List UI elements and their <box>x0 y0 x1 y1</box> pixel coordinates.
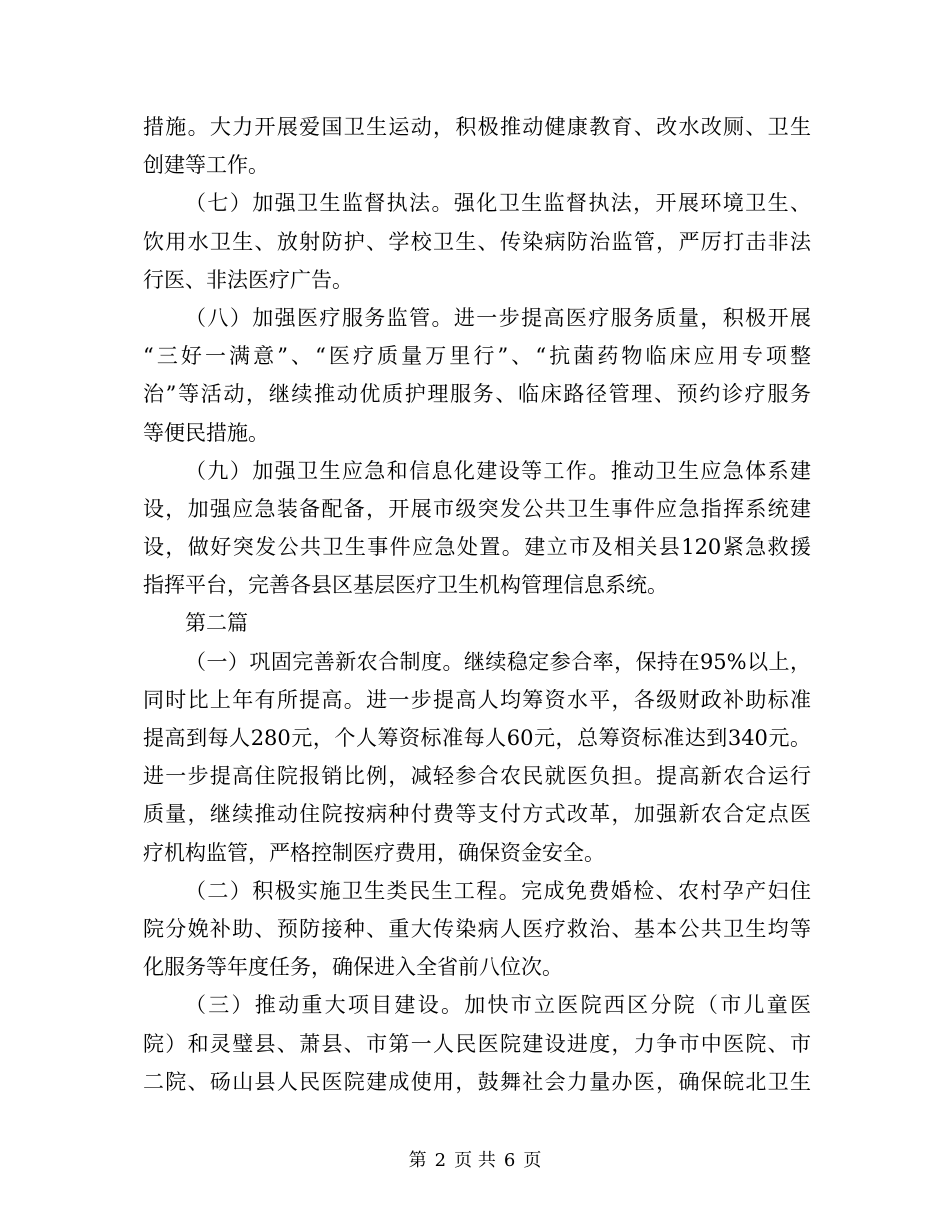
text-line: 二院、砀山县人民医院建成使用，鼓舞社会力量办医，确保皖北卫生 <box>143 1069 811 1094</box>
section-heading: 第二篇 <box>185 611 248 636</box>
document-body <box>143 108 811 1101</box>
text-line: （三）推动重大项目建设。加快市立医院西区分院（市儿童医 <box>185 993 811 1018</box>
total-pages-number: 6 <box>503 1150 516 1171</box>
page-label-prefix: 第 <box>408 1150 427 1171</box>
page-footer <box>0 1149 950 1173</box>
text-line: 指挥平台，完善各县区基层医疗卫生机构管理信息系统。 <box>143 573 668 598</box>
page-label-suffix: 页 <box>523 1150 542 1171</box>
text-line: 设，做好突发公共卫生事件应急处置。建立市及相关县120紧急救援 <box>143 535 811 560</box>
text-line: （一）巩固完善新农合制度。继续稳定参合率，保持在95%以上， <box>185 649 811 674</box>
text-line: 质量，继续推动住院按病种付费等支付方式改革，加强新农合定点医 <box>143 802 811 827</box>
text-line: 提高到每人280元，个人筹资标准每人60元，总筹资标准达到340元。 <box>143 726 811 750</box>
text-line: 同时比上年有所提高。进一步提高人均筹资水平，各级财政补助标准 <box>143 687 811 712</box>
text-line: （八）加强医疗服务监管。进一步提高医疗服务质量，积极开展 <box>185 305 811 330</box>
text-line: （二）积极实施卫生类民生工程。完成免费婚检、农村孕产妇住 <box>185 878 811 903</box>
text-line: 饮用水卫生、放射防护、学校卫生、传染病防治监管，严厉打击非法 <box>143 229 811 254</box>
text-line: 院）和灵璧县、萧县、市第一人民医院建设进度，力争市中医院、市 <box>143 1031 811 1056</box>
text-line: 等便民措施。 <box>143 420 269 445</box>
current-page-number: 2 <box>434 1150 447 1171</box>
text-line: （九）加强卫生应急和信息化建设等工作。推动卫生应急体系建 <box>185 458 811 483</box>
text-line: 创建等工作。 <box>143 153 269 178</box>
text-line: 院分娩补助、预防接种、重大传染病人医疗救治、基本公共卫生均等 <box>143 916 811 941</box>
text-line: 化服务等年度任务，确保进入全省前八位次。 <box>143 955 563 980</box>
page-label-mid: 页 共 <box>454 1150 496 1171</box>
text-line: 行医、非法医疗广告。 <box>143 267 353 292</box>
text-line: 疗机构监管，严格控制医疗费用，确保资金安全。 <box>143 840 605 865</box>
text-line: （七）加强卫生监督执法。强化卫生监督执法，开展环境卫生、 <box>185 191 811 216</box>
text-line: “三好一满意”、“医疗质量万里行”、“抗菌药物临床应用专项整 <box>143 344 811 369</box>
text-line: 治”等活动，继续推动优质护理服务、临床路径管理、预约诊疗服务 <box>143 382 811 407</box>
text-line: 措施。大力开展爱国卫生运动，积极推动健康教育、改水改厕、卫生 <box>143 115 811 139</box>
text-line: 进一步提高住院报销比例，减轻参合农民就医负担。提高新农合运行 <box>143 764 811 789</box>
text-line: 设，加强应急装备配备，开展市级突发公共卫生事件应急指挥系统建 <box>143 496 811 521</box>
